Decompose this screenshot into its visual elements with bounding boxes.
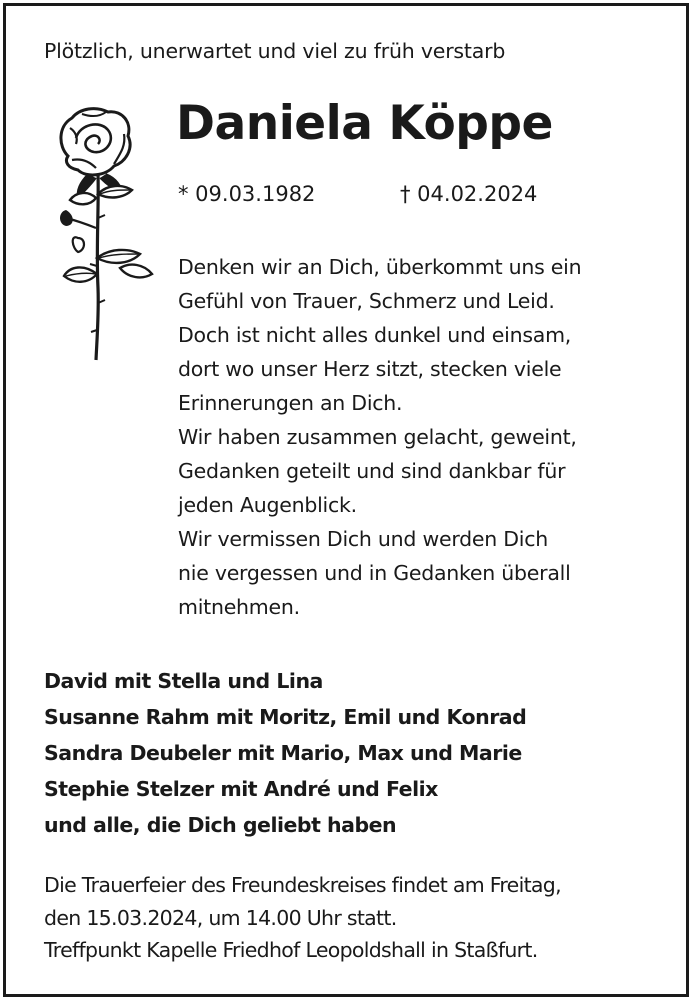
life-dates <box>178 182 538 206</box>
intro-text: Plötzlich, unerwartet und viel zu früh verstarb <box>44 39 506 63</box>
poem-line: dort wo unser Herz sitzt, stecken viele <box>178 357 562 381</box>
poem-line: nie vergessen und in Gedanken überall <box>178 561 571 585</box>
mourner-line: David mit Stella und Lina <box>44 669 323 693</box>
poem-line: mitnehmen. <box>178 595 300 619</box>
poem-line: Denken wir an Dich, überkommt uns ein <box>178 255 582 279</box>
poem-line: Gedanken geteilt und sind dankbar für <box>178 459 566 483</box>
poem-line: Doch ist nicht alles dunkel und einsam, <box>178 323 572 347</box>
birth-date: * 09.03.1982 <box>178 182 316 206</box>
poem-line: Erinnerungen an Dich. <box>178 391 403 415</box>
death-date: † 04.02.2024 <box>400 182 538 206</box>
poem-line: Wir haben zusammen gelacht, geweint, <box>178 425 577 449</box>
poem-line: Gefühl von Trauer, Schmerz und Leid. <box>178 289 555 313</box>
mourner-line: Susanne Rahm mit Moritz, Emil und Konrad <box>44 705 527 729</box>
poem <box>178 250 678 624</box>
service-info <box>44 869 561 967</box>
service-line: den 15.03.2024, um 14.00 Uhr statt. <box>44 905 397 930</box>
mourner-line: Stephie Stelzer mit André und Felix <box>44 777 438 801</box>
mourners-list <box>44 663 526 843</box>
mourner-line: und alle, die Dich geliebt haben <box>44 813 397 837</box>
service-line: Die Trauerfeier des Freundeskreises findet am Freitag, <box>44 873 561 897</box>
notice-frame <box>3 3 689 997</box>
rose-icon <box>36 98 158 364</box>
poem-line: jeden Augenblick. <box>178 493 357 517</box>
deceased-name: Daniela Köppe <box>176 96 553 151</box>
mourner-line: Sandra Deubeler mit Mario, Max und Marie <box>44 741 522 765</box>
service-line: Treffpunkt Kapelle Friedhof Leopoldshall in Staßfurt. <box>44 938 538 962</box>
poem-line: Wir vermissen Dich und werden Dich <box>178 527 549 551</box>
